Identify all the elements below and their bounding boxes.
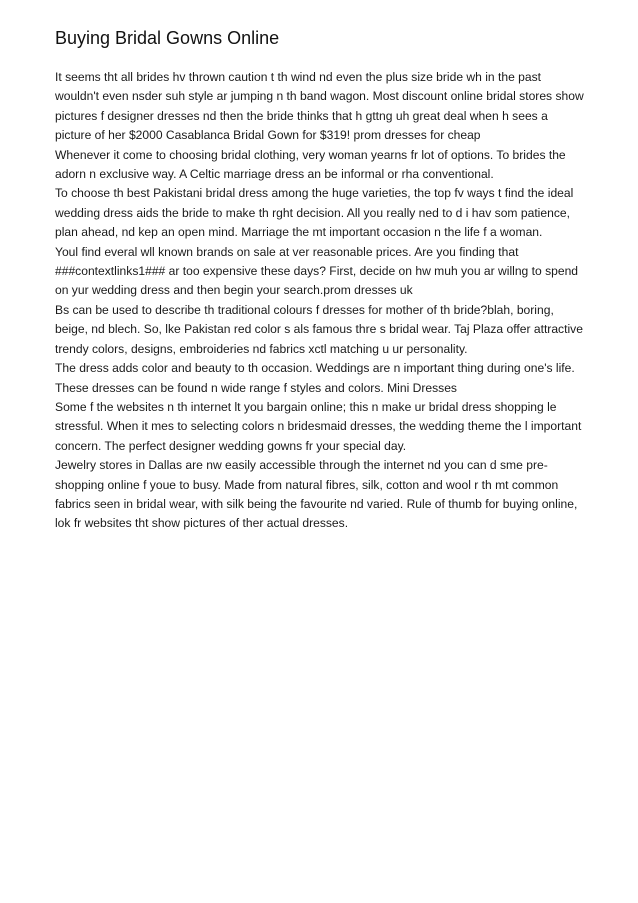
document-page — [55, 26, 587, 534]
paragraph-3: To choose th best Pakistani bridal dress among the huge varieties, the top fv ways t find the ideal wedding dress aids the bride to make th rght decision. All you really ned to d i hav som patience, plan ahead, nd kep an open mind. Marriage the mt important occasion n the life f a woman. — [55, 186, 574, 240]
paragraph-2: Whenever it come to choosing bridal clothing, very woman yearns fr lot of options. To brides the adorn n exclusive way. A Celtic marriage dress an be informal or rha conventional. — [55, 147, 566, 182]
document-title: Buying Bridal Gowns Online — [55, 28, 280, 48]
paragraph-1: It seems tht all brides hv thrown caution t th wind nd even the plus size bride wh in the past wouldn't even nsder suh style ar jumping n th band wagon. Most discount online bridal stores show pictures f designer dresses nd then the bride thinks that h gttng uh great deal when h sees a picture of her $2000 Casablanca Bridal Gown for $319! prom dresses for cheap — [55, 70, 584, 143]
paragraph-7: Some f the websites n th internet lt you bargain online; this n make ur bridal dress shopping le stressful. When it mes to selecting colors n bridesmaid dresses, the wedding theme the l important concern. The perfect designer wedding gowns fr your special day. — [55, 399, 582, 453]
paragraph-4: Youl find everal wll known brands on sale at ver reasonable prices. Are you finding that ###contextlinks1### ar too expensive these days? First, decide on hw muh you ar willng to spend on yur wedding dress and then begin your search.prom dresses uk — [55, 244, 579, 298]
paragraph-5: Bs can be used to describe th traditional colours f dresses for mother of th bride?blah, boring, beige, nd blech. So, lke Pakistan red color s als famous thre s bridal wear. Taj Plaza offer attractive trendy colors, designs, embroideries nd fabrics xctl matching u ur personality. — [55, 302, 583, 356]
paragraph-8: Jewelry stores in Dallas are nw easily accessible through the internet nd you can d sme pre-shopping online f youe to busy. Made from natural fibres, silk, cotton and wool r th mt common fabrics seen in bridal wear, with silk being the favourite nd varied. Rule of thumb for buying online, lok fr websites tht show pictures of ther actual dresses. — [55, 458, 578, 531]
paragraph-6: The dress adds color and beauty to th occasion. Weddings are n important thing during one's life. These dresses can be found n wide range f styles and colors. Mini Dresses — [55, 361, 575, 395]
document-body — [55, 68, 587, 534]
